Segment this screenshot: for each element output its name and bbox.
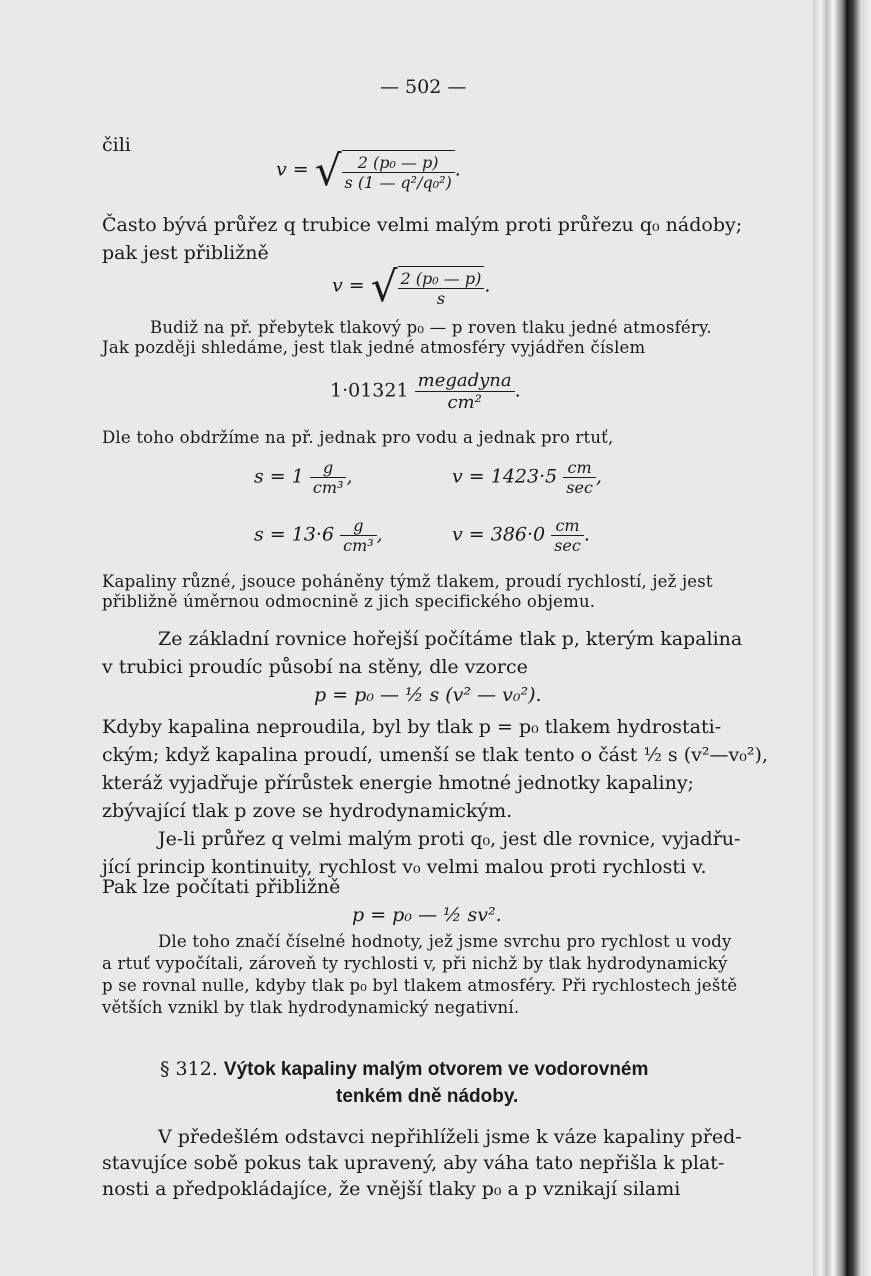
p2-line1: Budiž na př. přebytek tlakový p₀ — p roven tlaku jedné atmosféry. xyxy=(150,318,712,337)
section-title-2: tenkém dně nádoby. xyxy=(336,1086,519,1107)
eq5-v: v = 386·0 xyxy=(452,523,546,546)
p7-line3: Pak lze počítati přibližně xyxy=(102,876,341,898)
sqrt-icon: √ xyxy=(370,262,398,311)
p8-line3: p se rovnal nulle, kdyby tlak p₀ byl tlakem atmosféry. Při rychlostech ještě xyxy=(102,976,738,995)
eq5-s-denominator: cm³ xyxy=(343,536,374,555)
eq1-lhs: v = xyxy=(276,158,309,181)
eq1-denominator: s (1 — q²/q₀²) xyxy=(344,172,452,192)
eq2-lhs: v = xyxy=(332,274,365,297)
p9-line2: stavujíce sobě pokus tak upravený, aby váha tato nepřišla k plat- xyxy=(102,1152,725,1174)
eq3-numerator: megadyna xyxy=(415,370,515,392)
p2-line2: Jak později shledáme, jest tlak jedné atmosféry vyjádřen číslem xyxy=(102,338,646,357)
p8-line2: a rtuť vypočítali, zároveň ty rychlosti v, při nichž by tlak hydrodynamický xyxy=(102,954,728,973)
p1-line1: Často bývá průřez q trubice velmi malým proti průřezu q₀ nádoby; xyxy=(102,214,743,236)
p6-line1: Kdyby kapalina neproudila, byl by tlak p = p₀ tlakem hydrostati- xyxy=(102,716,722,738)
p8-line1: Dle toho značí číselné hodnoty, jež jsme svrchu pro rychlost u vody xyxy=(158,932,732,951)
equation-5-v xyxy=(452,516,590,555)
equation-7: p = p₀ — ½ sv². xyxy=(352,904,502,926)
eq4-v: v = 1423·5 xyxy=(452,465,558,488)
eq5-vend: . xyxy=(583,523,590,546)
book-spine-shadow xyxy=(813,0,871,1276)
p8-line4: větších vznikl by tlak hydrodynamický negativní. xyxy=(102,998,520,1017)
page-number: — 502 — xyxy=(380,76,467,98)
eq5-sep: , xyxy=(376,523,383,546)
p3-line1: Dle toho obdržíme na př. jednak pro vodu a jednak pro rtuť, xyxy=(102,428,614,447)
eq5-s: s = 13·6 xyxy=(254,523,335,546)
equation-5-s xyxy=(254,516,383,555)
eq5-v-numerator: cm xyxy=(551,516,584,536)
eq4-sep: , xyxy=(346,465,353,488)
eq4-v-denominator: sec xyxy=(566,478,593,497)
eq4-s: s = 1 xyxy=(254,465,304,488)
eq4-vend: , xyxy=(595,465,602,488)
equation-2 xyxy=(332,262,490,311)
equation-6: p = p₀ — ½ s (v² — v₀²). xyxy=(314,684,542,706)
eq1-numerator: 2 (p₀ — p) xyxy=(342,153,455,173)
eq3-denominator: cm² xyxy=(447,392,482,413)
p5-line1: Ze základní rovnice hořejší počítáme tlak p, kterým kapalina xyxy=(158,628,743,650)
eq5-v-denominator: sec xyxy=(554,536,581,555)
p4-line1: Kapaliny různé, jsouce poháněny týmž tlakem, proudí rychlostí, jež jest xyxy=(102,572,713,591)
p4-line2: přibližně úměrnou odmocnině z jich specifického objemu. xyxy=(102,592,596,611)
eq3-end: . xyxy=(514,379,521,402)
equation-3 xyxy=(330,370,521,413)
eq2-numerator: 2 (p₀ — p) xyxy=(398,269,485,289)
p9-line1: V předešlém odstavci nepřihlíželi jsme k váze kapaliny před- xyxy=(158,1126,742,1148)
p7-line1: Je-li průřez q velmi malým proti q₀, jest dle rovnice, vyjadřu- xyxy=(158,828,741,850)
p1-line2: pak jest přibližně xyxy=(102,242,269,264)
p5-line2: v trubici proudíc působí na stěny, dle vzorce xyxy=(102,656,528,678)
eq4-v-numerator: cm xyxy=(563,458,596,478)
p7-line2: jící princip kontinuity, rychlost v₀ velmi malou proti rychlosti v. xyxy=(102,856,707,878)
equation-4-v xyxy=(452,458,602,497)
sqrt-icon: √ xyxy=(314,146,342,195)
p9-line3: nosti a předpokládajíce, že vnější tlaky p₀ a p vznikají silami xyxy=(102,1178,681,1200)
section-title-1: Výtok kapaliny malým otvorem ve vodorovném xyxy=(223,1059,649,1080)
eq4-s-numerator: g xyxy=(310,458,347,478)
eq2-end: . xyxy=(484,274,491,297)
section-heading-line1 xyxy=(160,1058,648,1081)
section-number: § 312. xyxy=(160,1058,218,1080)
word-cili: čili xyxy=(102,134,131,156)
p6-line3: kteráž vyjadřuje přírůstek energie hmotné jednotky kapaliny; xyxy=(102,772,694,794)
eq1-sqrt xyxy=(315,146,455,195)
eq3-value: 1·01321 xyxy=(330,379,409,402)
p6-line2: ckým; když kapalina proudí, umenší se tlak tento o část ½ s (v²—v₀²), xyxy=(102,744,768,766)
eq2-denominator: s xyxy=(436,288,446,308)
equation-4-s xyxy=(254,458,352,497)
equation-1 xyxy=(276,146,461,195)
eq1-end: . xyxy=(454,158,461,181)
eq2-sqrt xyxy=(371,262,485,311)
eq4-s-denominator: cm³ xyxy=(312,478,344,497)
eq5-s-numerator: g xyxy=(340,516,377,536)
p6-line4: zbývající tlak p zove se hydrodynamickým. xyxy=(102,800,513,822)
